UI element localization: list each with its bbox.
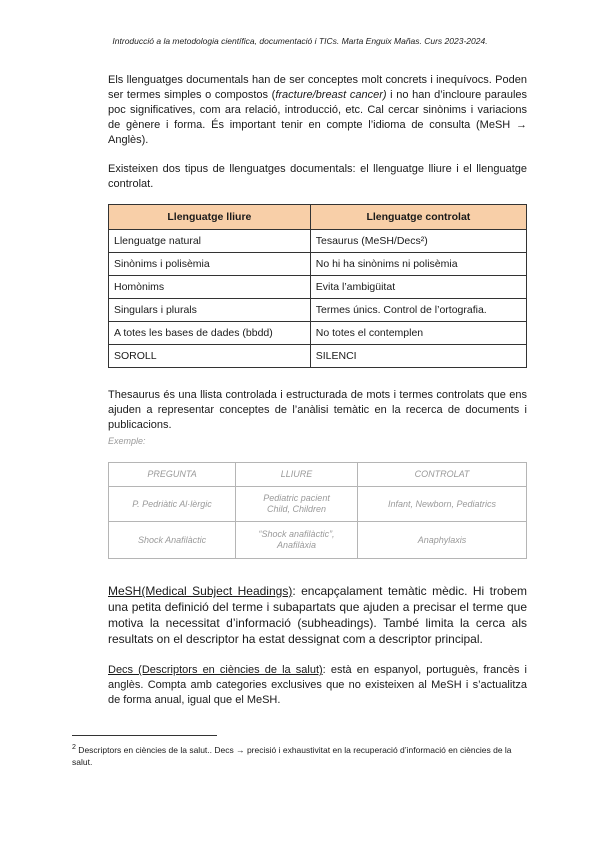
p1-italic-example: fracture/breast cancer): [275, 89, 387, 101]
footnote-divider: [72, 735, 217, 736]
decs-term: Decs (Descriptors en ciències de la salut): [108, 664, 323, 676]
footnote-text: Descriptors en ciències de la salut.. Decs → precisió i exhaustivitat en la recuperació d’informació en ciències de la salut.: [72, 744, 512, 767]
header-llenguatge-controlat: Llenguatge controlat: [310, 205, 526, 230]
table-cell: SOROLL: [109, 345, 311, 368]
p1-text-start: Els llenguatges documentals han de ser conceptes molt concrets i inequívocs. Poden ser termes simples o compostos (: [108, 74, 527, 101]
table-cell: SILENCI: [310, 345, 526, 368]
example-row: [109, 522, 527, 559]
llenguatge-comparison-table: [108, 204, 527, 368]
table-row: [109, 230, 527, 253]
table-cell: Sinònims i polisèmia: [109, 253, 311, 276]
table-row: [109, 345, 527, 368]
header-lliure: LLIURE: [236, 463, 358, 487]
table-cell: No totes el contemplen: [310, 322, 526, 345]
table-cell: Llenguatge natural: [109, 230, 311, 253]
example-cell: Infant, Newborn, Pediatrics: [358, 487, 527, 522]
example-cell: Shock Anafilàctic: [109, 522, 236, 559]
example-label: Exemple:: [108, 436, 146, 446]
mesh-term: MeSH(Medical Subject Headings): [108, 584, 293, 598]
paragraph-thesaurus: Thesaurus és una llista controlada i estructurada de mots i termes controlats que ens ajuden a representar conceptes de l’anàlisi temàtic en la recerca de documents i publicacions.: [108, 389, 527, 431]
paragraph-tipus-llenguatges: Existeixen dos tipus de llenguatges documentals: el llenguatge lliure i el llenguatge controlat.: [108, 163, 527, 190]
example-cell: Pediatric pacient Child, Children: [236, 487, 358, 522]
table-row: [109, 253, 527, 276]
header-llenguatge-lliure: Llenguatge lliure: [109, 205, 311, 230]
p1-text-end: i no han d’incloure paraules poc significatives, com ara relació, introducció, etc. Cal cercar sinònims i variacions de gènere i forma. És important tenir en compte l’idioma de consulta (MeSH → Anglès).: [108, 89, 528, 146]
table-cell: Evita l’ambigüitat: [310, 276, 526, 299]
paragraph-llenguatges-documentals: [108, 73, 527, 148]
example-header-row: [109, 463, 527, 487]
page-header: Introducció a la metodologia científica, documentació i TICs. Marta Enguix Mañas. Curs 2023-2024.: [112, 36, 488, 46]
header-pregunta: PREGUNTA: [109, 463, 236, 487]
table-row: [109, 322, 527, 345]
table-header-row: [109, 205, 527, 230]
decs-description: : està en espanyol, portuguès, francès i anglès. Compta amb categories exclusives que no existeixen al MeSH i s’actualitza de forma anual, igual que el MeSH.: [108, 664, 527, 706]
footnote-mark: 2: [72, 743, 76, 751]
example-table: [108, 462, 527, 559]
table-cell: Homònims: [109, 276, 311, 299]
paragraph-mesh: [108, 583, 527, 647]
table-cell: Termes únics. Control de l’ortografia.: [310, 299, 526, 322]
table-row: [109, 276, 527, 299]
example-cell: P. Pedriàtic Al·lèrgic: [109, 487, 236, 522]
mesh-description: : encapçalament temàtic mèdic. Hi trobem una petita definició del terme i subapartats que ajuden a precisar el terme que motiva la necessitat d’informació (subheadings). També limita la cerca als resultats on el descriptor ha estat dessignat com a descriptor principal.: [108, 584, 528, 646]
footnote: [72, 741, 532, 768]
table-cell: No hi ha sinònims ni polisèmia: [310, 253, 526, 276]
example-cell: “Shock anafilàctic”, Anafilàxia: [236, 522, 358, 559]
table-cell: Tesaurus (MeSH/Decs²): [310, 230, 526, 253]
table-cell: A totes les bases de dades (bbdd): [109, 322, 311, 345]
header-controlat: CONTROLAT: [358, 463, 527, 487]
table-cell: Singulars i plurals: [109, 299, 311, 322]
paragraph-decs: [108, 663, 527, 708]
example-cell: Anaphylaxis: [358, 522, 527, 559]
example-row: [109, 487, 527, 522]
table-row: [109, 299, 527, 322]
